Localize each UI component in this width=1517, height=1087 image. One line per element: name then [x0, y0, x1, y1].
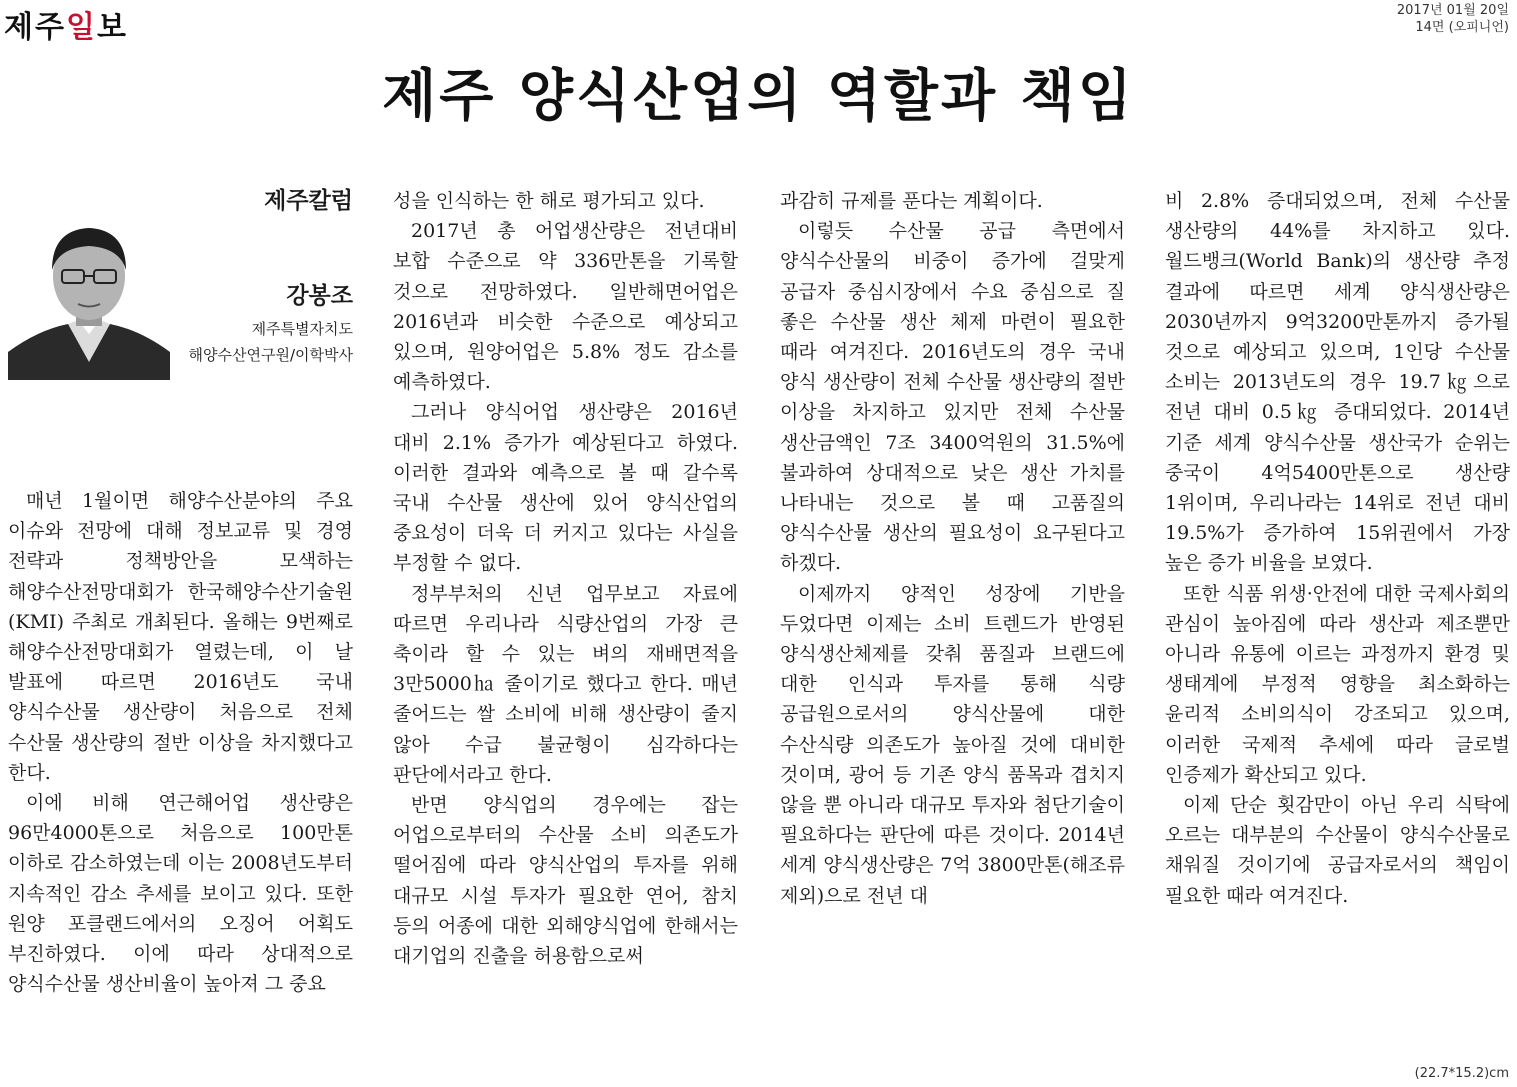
- logo-part-1: 제주: [4, 10, 66, 45]
- paragraph-1: 매년 1월이면 해양수산분야의 주요 이슈와 전망에 대해 정보교류 및 경영 전략과 정책방안을 모색하는 해양수산전망대회가 한국해양수산기술원(KMI) 주최로 개최된다. 올해는 9번째로 해양수산전망대회가 열렸는데, 이 날 발표에 따르면 2016년도 국내 양식수산물 생산량이 처음으로 전체 수산물 생산량의 절반 이상을 차지했다고 한다.: [8, 490, 353, 784]
- publication-date: 2017년 01월 20일: [1396, 3, 1509, 18]
- paragraph-5: 정부부처의 신년 업무보고 자료에 따르면 우리나라 식량산업의 가장 큰 축이라 할 수 있는 벼의 재배면적을 3만5000㏊ 줄이기로 했다고 한다. 매년 줄어드는 쌀 소비에 비해 생산량이 줄지 않아 수급 불균형이 심각하다는 판단에서라고 한다.: [393, 582, 738, 786]
- newspaper-logo: [4, 2, 128, 46]
- author-photo: [8, 212, 170, 380]
- paragraph-6: 반면 양식업의 경우에는 잡는 어업으로부터의 수산물 소비 의존도가 떨어짐에 따라 양식산업의 투자를 위해 대규모 시설 투자가 필요한 연어, 참치 등의 어종에 대한 외해양식업에 한해서는 대기업의 진출을 허용함으로써: [393, 794, 738, 968]
- paragraph-7: 이렇듯 수산물 공급 측면에서 양식수산물의 비중이 증가에 걸맞게 공급자 중심시장에서 수요 중심으로 질 좋은 수산물 생산 체제 마련이 필요한 때라 여겨진다. 2016년도의 경우 국내 양식 생산량이 전체 수산물 생산량의 절반 이상을 차지하고 있지만 전체 수산물 생산금액인 7조 3400억원의 31.5%에 불과하여 상대적으로 낮은 생산 가치를 나타내는 것으로 볼 때 고품질의 양식수산물 생산의 필요성이 요구된다고 하겠다.: [780, 220, 1125, 575]
- publication-info: [1397, 2, 1509, 36]
- article-column-4: [1165, 186, 1510, 911]
- affiliation-line-1: 제주특별자치도: [251, 320, 353, 338]
- article-headline: 제주 양식산업의 역할과 책임: [382, 64, 1135, 129]
- paragraph-6-continued: 과감히 규제를 푼다는 계획이다.: [780, 190, 1043, 212]
- article-column-2: [393, 186, 738, 971]
- column-label: 제주칼럼: [264, 188, 353, 214]
- paragraph-3: 2017년 총 어업생산량은 전년대비 보합 수준으로 약 336만톤을 기록할 것으로 전망하였다. 일반해면어업은 2016년과 비슷한 수준으로 예상되고 있으며, 원양어업은 5.8% 정도 감소를 예측하였다.: [393, 220, 738, 394]
- column-1-text: [8, 486, 353, 999]
- paragraph-8-continued: 비 2.8% 증대되었으며, 전체 수산물 생산량의 44%를 차지하고 있다. 월드뱅크(World Bank)의 생산량 추정 결과에 따르면 세계 양식생산량은 2030년까지 9억3200만톤까지 증가될 것으로 예상되고 있으며, 1인당 수산물 소비는 2013년도의 경우 19.7㎏으로 전년 대비 0.5㎏ 증대되었다. 2014년 기준 세계 양식수산물 생산국가 순위는 중국이 4억5400만톤으로 생산량 1위이며, 우리나라는 14위로 전년 대비 19.5%가 증가하여 15위권에서 가장 높은 증가 비율을 보였다.: [1165, 190, 1510, 575]
- paragraph-10: 이제 단순 횟감만이 아닌 우리 식탁에 오르는 대부분의 수산물이 양식수산물로 채워질 것이기에 공급자로서의 책임이 필요한 때라 여겨진다.: [1165, 794, 1510, 907]
- paragraph-4: 그러나 양식어업 생산량은 2016년 대비 2.1% 증가가 예상된다고 하였다. 이러한 결과와 예측으로 볼 때 갈수록 국내 수산물 생산에 있어 양식산업의 중요성이 더욱 더 커지고 있다는 사실을 부정할 수 없다.: [393, 401, 738, 575]
- logo-part-2: 일: [65, 10, 97, 45]
- paragraph-2: 이에 비해 연근해어업 생산량은 96만4000톤으로 처음으로 100만톤 이하로 감소하였는데 이는 2008년도부터 지속적인 감소 추세를 보이고 있다. 또한 원양 포클랜드에서의 오징어 어획도 부진하였다. 이에 따라 상대적으로 양식수산물 생산비율이 높아져 그 중요: [8, 792, 353, 996]
- paragraph-2-continued: 성을 인식하는 한 해로 평가되고 있다.: [393, 190, 705, 212]
- paragraph-9: 또한 식품 위생·안전에 대한 국제사회의 관심이 높아짐에 따라 생산과 제조뿐만 아니라 유통에 이르는 과정까지 환경 및 생태계에 부정적 영향을 최소화하는 윤리적 소비의식이 강조되고 있으며, 이러한 국제적 추세에 따라 글로벌 인증제가 확산되고 있다.: [1165, 582, 1510, 786]
- clipping-size-note: (22.7*15.2)cm: [1414, 1066, 1509, 1081]
- affiliation-line-2: 해양수산연구원/이학박사: [188, 346, 353, 364]
- author-name: 강봉조: [286, 283, 353, 309]
- article-column-3: [780, 186, 1125, 911]
- logo-part-3: 보: [96, 10, 128, 45]
- page-section: 14면 (오피니언): [1415, 20, 1509, 35]
- paragraph-8: 이제까지 양적인 성장에 기반을 두었다면 이제는 소비 트렌드가 반영된 양식생산체제를 갖춰 품질과 브랜드에 대한 인식과 투자를 통해 식량 공급원으로서의 양식산물에 대한 수산식량 의존도가 높아질 것에 대비한 것이며, 광어 등 기존 양식 품목과 겹치지 않을 뿐 아니라 대규모 투자와 첨단기술이 필요하다는 판단에 따른 것이다. 2014년 세계 양식생산량은 7억 3800만톤(해조류 제외)으로 전년 대: [780, 582, 1125, 907]
- author-affiliation: [189, 316, 353, 368]
